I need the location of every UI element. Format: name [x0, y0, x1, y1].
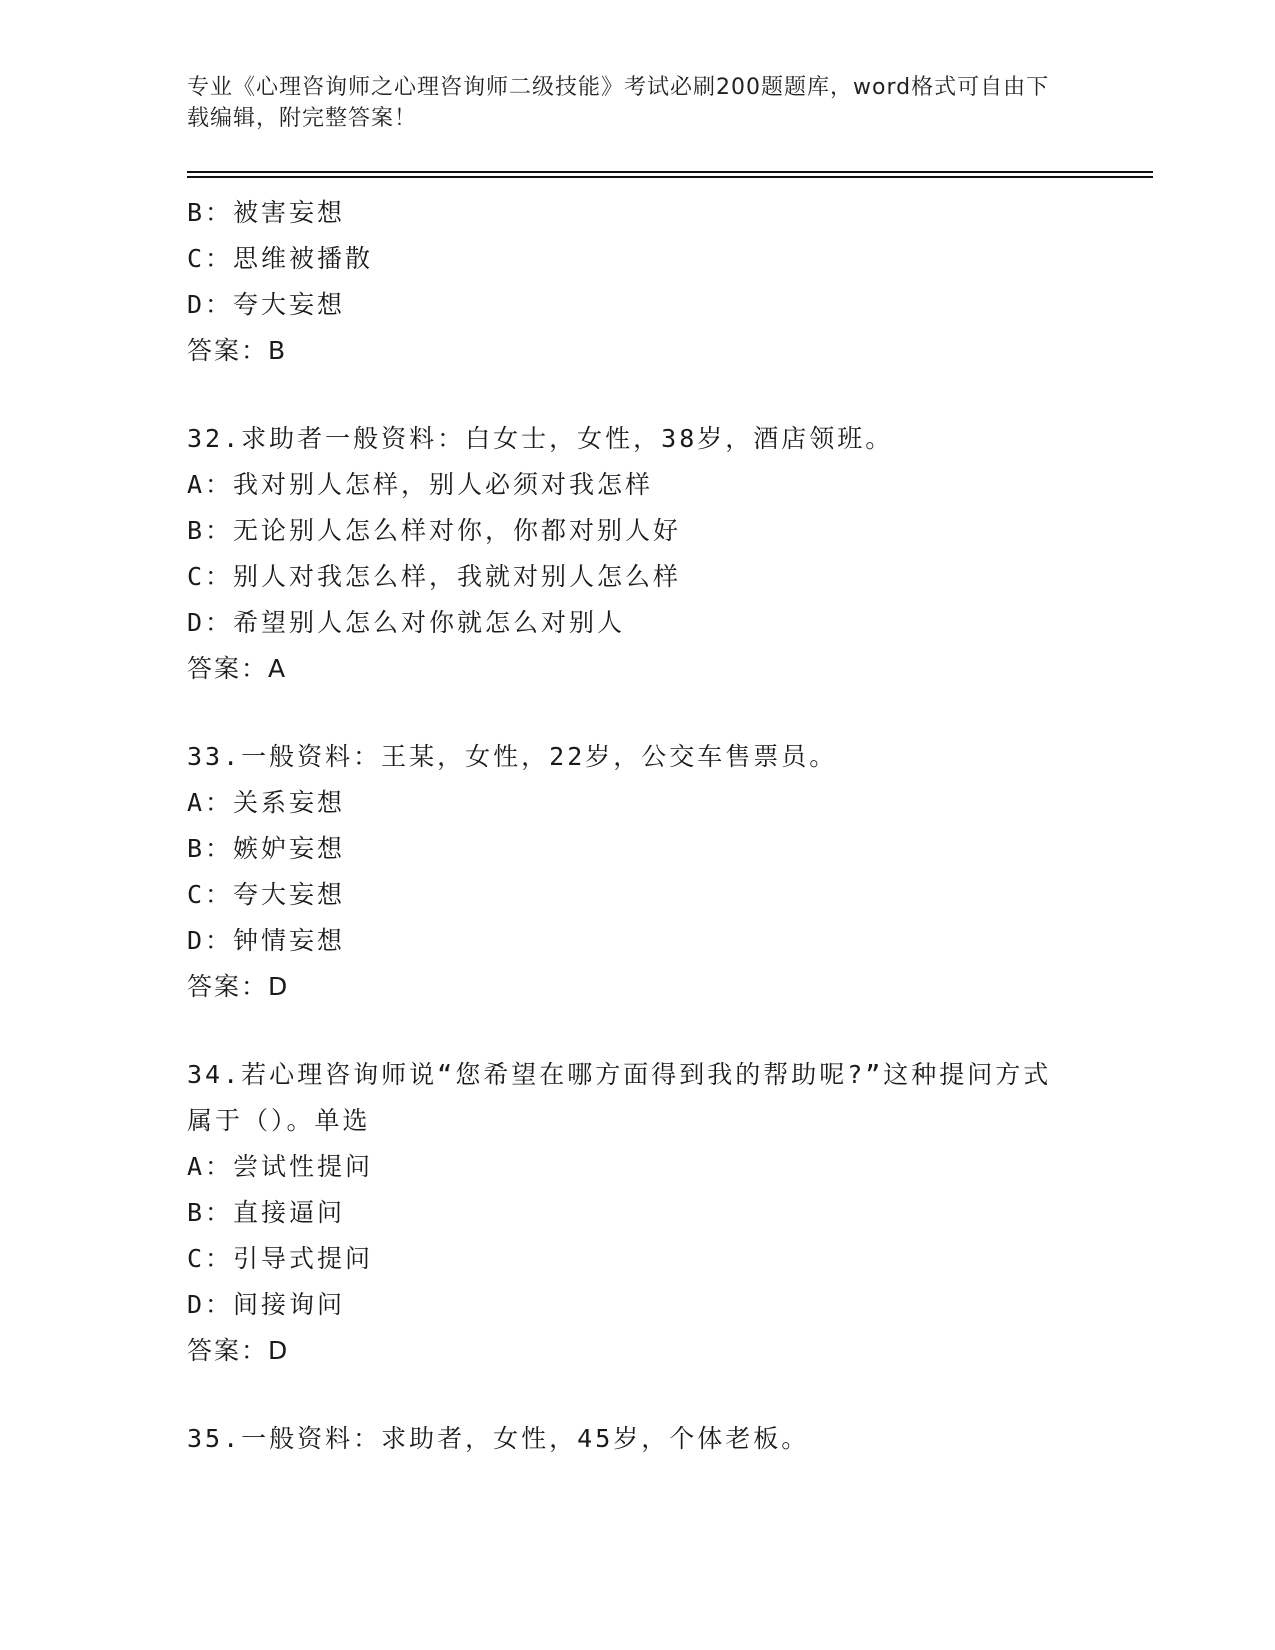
question-35 — [187, 1416, 1087, 1462]
option-b: B：被害妄想 — [187, 198, 346, 227]
option-d: D：夸大妄想 — [187, 290, 346, 319]
spacer — [187, 374, 1087, 416]
option-c: C：引导式提问 — [187, 1244, 374, 1273]
spacer — [187, 1374, 1087, 1416]
question-text: 32.求助者一般资料：白女士，女性，38岁，酒店领班。 — [187, 424, 894, 453]
option-b: B：嫉妒妄想 — [187, 834, 346, 863]
question-list — [187, 190, 1087, 1462]
spacer — [187, 692, 1087, 734]
header-divider-top — [187, 171, 1153, 173]
option-a: A：关系妄想 — [187, 788, 346, 817]
spacer — [187, 1010, 1087, 1052]
option-c: C：夸大妄想 — [187, 880, 346, 909]
option-d: D：间接询问 — [187, 1290, 346, 1319]
question-text: 34.若心理咨询师说“您希望在哪方面得到我的帮助呢?”这种提问方式属于（）。单选 — [187, 1060, 1052, 1135]
answer: 答案：D — [187, 1336, 290, 1365]
option-b: B：无论别人怎么样对你，你都对别人好 — [187, 516, 682, 545]
option-c: C：思维被播散 — [187, 244, 374, 273]
option-d: D：希望别人怎么对你就怎么对别人 — [187, 608, 626, 637]
question-text: 33.一般资料：王某，女性，22岁，公交车售票员。 — [187, 742, 838, 771]
answer: 答案：A — [187, 654, 288, 683]
question-text: 35.一般资料：求助者，女性，45岁，个体老板。 — [187, 1424, 810, 1453]
answer: 答案：B — [187, 336, 288, 365]
option-a: A：尝试性提问 — [187, 1152, 374, 1181]
option-b: B：直接逼问 — [187, 1198, 346, 1227]
header-divider-bottom — [187, 176, 1153, 178]
option-a: A：我对别人怎样，别人必须对我怎样 — [187, 470, 654, 499]
question-32 — [187, 416, 1087, 692]
option-d: D：钟情妄想 — [187, 926, 346, 955]
answer: 答案：D — [187, 972, 290, 1001]
question-33 — [187, 734, 1087, 1010]
document-header: 专业《心理咨询师之心理咨询师二级技能》考试必刷200题题库，word格式可自由下载编辑，附完整答案！ — [187, 75, 1050, 131]
question-34 — [187, 1052, 1087, 1374]
question-31 — [187, 190, 1087, 374]
option-c: C：别人对我怎么样，我就对别人怎么样 — [187, 562, 682, 591]
